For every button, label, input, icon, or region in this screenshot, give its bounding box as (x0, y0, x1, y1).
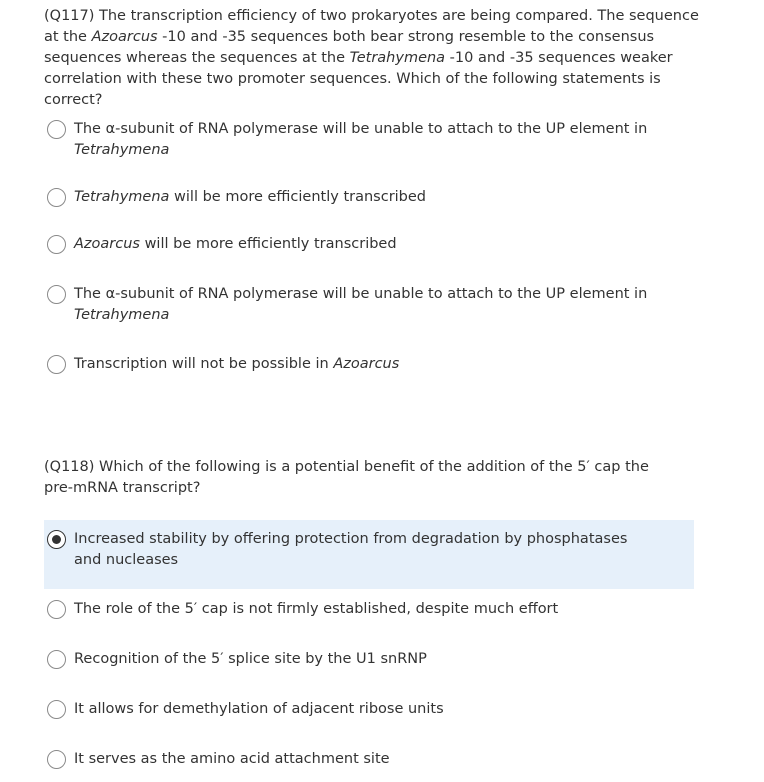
species-tetrahymena: Tetrahymena (349, 50, 446, 66)
q117-option-3[interactable] (44, 234, 694, 255)
question-117-text: (Q117) The transcription efficiency of two prokaryotes are being compared. The sequence at the Azoarcus -10 and -35 sequences both bear strong resemble to the consensus sequences whereas the sequences at the Tetrahymena -10 and -35 sequences weaker correlation with these two promoter sequences. Which of the following statements is correct? (44, 8, 699, 108)
option-label: The α-subunit of RNA polymerase will be unable to attach to the UP element in (74, 286, 648, 302)
radio-button[interactable] (47, 355, 66, 374)
option-label-italic: Tetrahymena (74, 307, 170, 323)
option-label: Recognition of the 5′ splice site by the U1 snRNP (74, 651, 427, 667)
radio-button-selected[interactable] (47, 530, 66, 549)
option-label-italic: Azoarcus (333, 356, 400, 372)
option-label-italic: Tetrahymena (74, 142, 170, 158)
radio-button[interactable] (47, 188, 66, 207)
option-label: Transcription will not be possible in (74, 356, 334, 372)
species-azoarcus: Azoarcus (91, 29, 158, 45)
radio-button[interactable] (47, 750, 66, 769)
radio-button[interactable] (47, 235, 66, 254)
radio-button[interactable] (47, 120, 66, 139)
option-label: It serves as the amino acid attachment site (74, 751, 390, 767)
q117-option-2[interactable] (44, 187, 694, 208)
radio-button[interactable] (47, 700, 66, 719)
q117-option-5[interactable] (44, 354, 694, 375)
q117-option-4[interactable] (44, 284, 694, 326)
radio-button[interactable] (47, 600, 66, 619)
q118-option-3[interactable] (44, 649, 694, 670)
option-label: It allows for demethylation of adjacent ribose units (74, 701, 444, 717)
question-118-text: (Q118) Which of the following is a potential benefit of the addition of the 5′ cap the pre-mRNA transcript? (44, 459, 649, 496)
option-label: The role of the 5′ cap is not firmly established, despite much effort (74, 601, 559, 617)
q118-option-2[interactable] (44, 599, 694, 620)
q118-option-5[interactable] (44, 749, 694, 770)
option-label-italic: Azoarcus (74, 236, 140, 252)
q117-option-1[interactable] (44, 119, 694, 161)
option-label: will be more efficiently transcribed (169, 189, 427, 205)
radio-button[interactable] (47, 650, 66, 669)
q118-option-1[interactable] (44, 520, 694, 589)
q118-option-4[interactable] (44, 699, 694, 720)
option-label: Increased stability by offering protection from degradation by phosphatases and nucleases (74, 531, 628, 568)
radio-button[interactable] (47, 285, 66, 304)
option-label: will be more efficiently transcribed (139, 236, 397, 252)
option-label: The α-subunit of RNA polymerase will be unable to attach to the UP element in (74, 121, 648, 137)
option-label-italic: Tetrahymena (74, 189, 170, 205)
